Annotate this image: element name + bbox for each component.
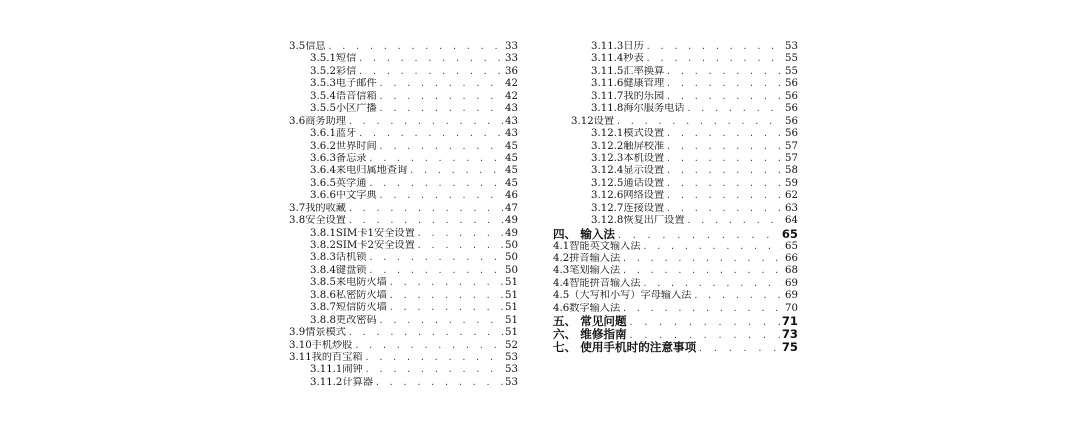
toc-entry: [553, 116, 798, 128]
toc-entry: [289, 103, 518, 115]
toc-entry-title: 4.6数字输入法: [553, 302, 621, 314]
toc-entry-title: 4.3笔划输入法: [553, 265, 621, 277]
toc-dot-leader: [666, 66, 783, 78]
toc-dot-leader: [379, 103, 503, 115]
toc-entry-page: 55: [785, 65, 798, 77]
toc-entry: [289, 153, 518, 165]
toc-entry-title: 3.12.4显示设置: [591, 165, 665, 177]
toc-dot-leader: [368, 252, 503, 264]
toc-entry-title: 3.6.1蓝牙: [310, 128, 357, 140]
toc-entry-page: 62: [785, 190, 798, 202]
toc-entry-page: 52: [505, 339, 518, 351]
toc-entry: [553, 178, 798, 190]
toc-dot-leader: [379, 91, 503, 103]
toc-entry-page: 66: [785, 253, 798, 264]
toc-dot-leader: [368, 153, 503, 165]
toc-entry: [289, 240, 518, 252]
toc-entry: [289, 116, 518, 128]
toc-entry-page: 51: [505, 302, 518, 314]
toc-entry-title: 3.11我的百宝箱: [289, 351, 363, 363]
toc-entry-page: 68: [785, 265, 798, 277]
toc-dot-leader: [646, 53, 783, 65]
toc-chapter-entry: [553, 228, 798, 241]
toc-dot-leader: [379, 141, 503, 153]
toc-dot-leader: [379, 78, 503, 90]
toc-entry-title: 3.8.8更改密码: [310, 314, 377, 326]
toc-dot-leader: [358, 53, 503, 65]
toc-entry-title: 3.8安全设置: [289, 215, 346, 227]
toc-dot-leader: [617, 229, 780, 241]
toc-entry-title: 3.12.3本机设置: [591, 152, 665, 164]
toc-dot-leader: [375, 377, 503, 389]
toc-entry: [553, 141, 798, 153]
toc-entry-page: 43: [505, 103, 518, 115]
toc-entry-page: 53: [505, 364, 518, 376]
toc-entry: [553, 66, 798, 78]
toc-dot-leader: [687, 215, 784, 227]
toc-entry-title: 3.11.4秒表: [591, 53, 644, 65]
toc-entry-page: 59: [785, 177, 798, 189]
toc-dot-leader: [389, 302, 503, 314]
toc-entry-page: 56: [785, 90, 798, 102]
toc-dot-leader: [643, 241, 784, 253]
toc-entry-title: 3.9情景模式: [289, 327, 346, 339]
toc-entry-page: 53: [505, 351, 518, 363]
toc-entry-title: 4.5（大写和小写）字母输入法: [553, 290, 692, 302]
toc-dot-leader: [358, 66, 503, 78]
toc-dot-leader: [666, 91, 783, 103]
toc-entry-title: 3.5.4语音信箱: [310, 90, 377, 102]
toc-entry-title: 3.6.4来电归属地查询: [310, 165, 408, 177]
toc-entry: [553, 290, 798, 302]
toc-entry-title: 五、 常见问题: [553, 315, 627, 329]
toc-entry-title: 四、 输入法: [553, 227, 616, 241]
toc-dot-leader: [666, 153, 783, 165]
toc-dot-leader: [666, 190, 783, 202]
toc-entry: [553, 278, 798, 290]
toc-entry: [553, 41, 798, 53]
toc-entry-title: 4.1智能英文输入法: [553, 240, 641, 252]
toc-entry-page: 55: [785, 53, 798, 65]
toc-entry: [289, 277, 518, 289]
toc-entry-page: 50: [505, 240, 518, 251]
toc-entry-title: 七、 使用手机时的注意事项: [553, 341, 697, 355]
toc-entry: [553, 241, 798, 253]
toc-dot-leader: [687, 103, 784, 115]
toc-entry-title: 3.8.5来电防火墙: [310, 277, 387, 289]
toc-entry: [289, 178, 518, 190]
toc-entry: [553, 203, 798, 215]
toc-entry-title: 3.8.7短信防火墙: [310, 302, 387, 314]
toc-entry-page: 33: [505, 41, 518, 52]
toc-dot-leader: [666, 178, 783, 190]
toc-dot-leader: [365, 352, 503, 364]
toc-entry: [289, 53, 518, 65]
toc-dot-leader: [666, 165, 783, 177]
toc-dot-leader: [365, 364, 503, 376]
toc-entry: [553, 53, 798, 65]
toc-dot-leader: [629, 329, 780, 341]
toc-entry-page: 69: [785, 290, 798, 302]
toc-entry-title: 3.5.5小区广播: [310, 103, 377, 115]
toc-dot-leader: [616, 116, 783, 128]
toc-entry: [289, 364, 518, 376]
toc-entry-page: 70: [785, 302, 798, 314]
toc-entry-page: 45: [505, 152, 518, 164]
toc-entry-page: 64: [785, 215, 798, 227]
toc-entry-page: 45: [505, 177, 518, 189]
toc-entry-title: 3.10手机炒股: [289, 339, 353, 351]
toc-entry-title: 3.12.8恢复出厂设置: [591, 215, 685, 227]
toc-entry-title: 3.6.6中文字典: [310, 190, 377, 202]
toc-entry: [553, 253, 798, 265]
toc-dot-leader: [666, 128, 783, 140]
toc-dot-leader: [417, 240, 503, 252]
toc-entry-page: 43: [505, 128, 518, 140]
toc-entry-title: 3.6商务助理: [289, 115, 346, 127]
toc-dot-leader: [348, 327, 503, 339]
toc-entry-page: 57: [785, 152, 798, 164]
toc-dot-leader: [643, 278, 784, 290]
toc-entry: [553, 103, 798, 115]
toc-entry-title: 3.12.6网络设置: [591, 190, 665, 202]
toc-entry: [553, 303, 798, 315]
toc-dot-leader: [693, 290, 783, 302]
toc-entry: [289, 352, 518, 364]
toc-entry-title: 3.11.7我的乐园: [591, 90, 665, 102]
toc-entry: [289, 41, 518, 53]
toc-entry: [289, 265, 518, 277]
toc-entry-page: 51: [505, 327, 518, 339]
toc-entry-title: 3.7我的收藏: [289, 202, 346, 214]
toc-entry-title: 3.11.8海尔服务电话: [591, 103, 685, 115]
toc-dot-leader: [354, 340, 503, 352]
toc-entry-title: 3.11.6健康管理: [591, 78, 665, 90]
toc-dot-leader: [622, 265, 783, 277]
toc-entry: [289, 340, 518, 352]
toc-entry: [289, 290, 518, 302]
toc-entry: [289, 78, 518, 90]
toc-entry-page: 57: [785, 140, 798, 152]
toc-entry-title: 3.8.2SIM卡2安全设置: [310, 240, 415, 251]
toc-entry-title: 3.11.3日历: [591, 41, 644, 52]
toc-left-column: [289, 41, 518, 389]
toc-entry-page: 58: [785, 165, 798, 177]
toc-dot-leader: [666, 203, 783, 215]
toc-entry-title: 4.4智能拼音输入法: [553, 277, 641, 289]
toc-entry: [289, 203, 518, 215]
toc-dot-leader: [646, 41, 783, 53]
toc-entry: [553, 190, 798, 202]
toc-entry-page: 71: [781, 315, 798, 329]
toc-entry-title: 3.12.5通话设置: [591, 177, 665, 189]
toc-entry-page: 51: [505, 277, 518, 289]
toc-entry-page: 45: [505, 165, 518, 177]
toc-entry-title: 3.8.1SIM卡1安全设置: [310, 227, 415, 239]
toc-entry-title: 3.6.2世界时间: [310, 140, 377, 152]
toc-dot-leader: [622, 303, 783, 315]
toc-entry-title: 3.12.2触屏校准: [591, 140, 665, 152]
toc-entry-page: 65: [785, 240, 798, 252]
toc-entry: [553, 153, 798, 165]
toc-entry-page: 46: [505, 190, 518, 202]
toc-chapter-entry: [553, 341, 798, 354]
toc-entry-title: 3.12.7连接设置: [591, 202, 665, 214]
toc-dot-leader: [348, 116, 503, 128]
toc-entry-title: 六、 维修指南: [553, 328, 627, 342]
toc-entry: [289, 141, 518, 153]
toc-entry: [553, 91, 798, 103]
toc-dot-leader: [666, 141, 783, 153]
toc-entry-page: 51: [505, 314, 518, 326]
toc-entry-title: 3.12设置: [571, 115, 615, 127]
toc-dot-leader: [417, 228, 503, 240]
toc-entry-page: 56: [785, 78, 798, 90]
toc-entry-page: 63: [785, 202, 798, 214]
toc-dot-leader: [348, 203, 503, 215]
toc-entry-page: 50: [505, 252, 518, 264]
toc-dot-leader: [389, 290, 503, 302]
toc-entry: [289, 165, 518, 177]
toc-entry: [553, 215, 798, 227]
toc-entry: [553, 78, 798, 90]
toc-entry-title: 3.12.1模式设置: [591, 128, 665, 140]
toc-entry-title: 3.5.3电子邮件: [310, 78, 377, 90]
toc-entry-title: 3.11.5汇率换算: [591, 65, 665, 77]
toc-entry: [289, 228, 518, 240]
toc-entry: [289, 215, 518, 227]
toc-dot-leader: [379, 315, 503, 327]
toc-entry: [289, 302, 518, 314]
toc-entry-page: 69: [785, 277, 798, 289]
toc-entry-title: 3.6.5英学通: [310, 177, 367, 189]
toc-entry-page: 33: [505, 53, 518, 65]
toc-entry-title: 3.6.3备忘录: [310, 152, 367, 164]
toc-entry-title: 3.5.1短信: [310, 53, 357, 65]
toc-entry: [553, 265, 798, 277]
toc-entry-page: 56: [785, 115, 798, 127]
toc-entry-page: 49: [505, 227, 518, 239]
toc-dot-leader: [358, 128, 503, 140]
toc-entry: [553, 165, 798, 177]
toc-entry-page: 47: [505, 202, 518, 214]
toc-entry: [289, 327, 518, 339]
toc-entry-page: 65: [781, 227, 798, 241]
toc-entry-page: 51: [505, 289, 518, 301]
toc-dot-leader: [368, 265, 503, 277]
toc-dot-leader: [328, 41, 503, 53]
toc-entry-page: 56: [785, 128, 798, 140]
toc-right-column: [553, 41, 798, 354]
toc-entry: [553, 128, 798, 140]
toc-dot-leader: [409, 165, 503, 177]
toc-entry-page: 53: [505, 376, 518, 388]
toc-chapter-entry: [553, 328, 798, 341]
toc-entry-title: 3.8.6私密防火墙: [310, 289, 387, 301]
toc-entry-page: 75: [781, 341, 798, 355]
toc-entry-title: 3.11.1闹钟: [310, 364, 363, 376]
toc-entry-page: 53: [785, 41, 798, 52]
toc-entry-page: 36: [505, 65, 518, 77]
toc-dot-leader: [629, 316, 780, 328]
toc-dot-leader: [389, 277, 503, 289]
toc-dot-leader: [348, 215, 503, 227]
toc-entry-page: 73: [781, 328, 798, 342]
toc-entry-page: 49: [505, 215, 518, 227]
toc-entry-title: 4.2拼音输入法: [553, 253, 621, 264]
toc-dot-leader: [622, 253, 783, 265]
toc-entry-page: 56: [785, 103, 798, 115]
toc-entry: [289, 315, 518, 327]
toc-dot-leader: [698, 342, 780, 354]
toc-entry: [289, 377, 518, 389]
toc-dot-leader: [666, 78, 783, 90]
toc-entry: [289, 128, 518, 140]
toc-dot-leader: [379, 190, 503, 202]
toc-entry-title: 3.11.2计算器: [310, 376, 373, 388]
toc-entry-title: 3.8.4键盘锁: [310, 264, 367, 276]
toc-dot-leader: [368, 178, 503, 190]
toc-entry-title: 3.5信息: [289, 41, 326, 52]
toc-entry-page: 45: [505, 140, 518, 152]
toc-entry-page: 43: [505, 115, 518, 127]
toc-entry: [289, 91, 518, 103]
toc-entry-page: 42: [505, 90, 518, 102]
toc-entry-page: 42: [505, 78, 518, 90]
toc-entry-page: 50: [505, 264, 518, 276]
toc-entry: [289, 252, 518, 264]
toc-entry-title: 3.8.3话机锁: [310, 252, 367, 264]
toc-chapter-entry: [553, 315, 798, 328]
toc-entry: [289, 66, 518, 78]
toc-entry-title: 3.5.2彩信: [310, 65, 357, 77]
toc-entry: [289, 190, 518, 202]
